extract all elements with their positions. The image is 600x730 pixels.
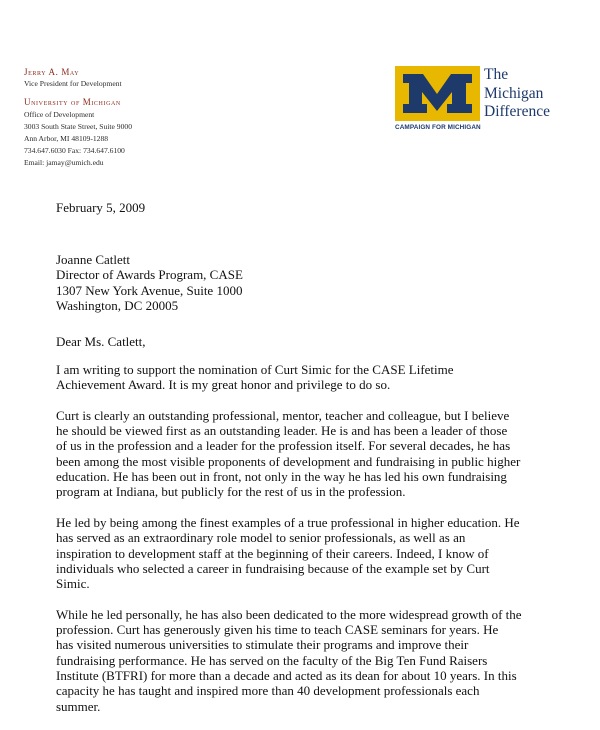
michigan-difference-logo bbox=[395, 66, 595, 136]
logo-line-1: The bbox=[484, 66, 509, 83]
body-paragraph bbox=[56, 515, 526, 591]
logo-wordmark bbox=[484, 66, 550, 122]
sender-phone-fax: 734.647.6030 Fax: 734.647.6100 bbox=[24, 146, 125, 156]
recipient-address bbox=[56, 252, 243, 313]
logo-line-2: Michigan bbox=[484, 84, 544, 102]
paragraph-line: fundraising performance. He has served on the faculty of the Big Ten Fund Raisers bbox=[56, 652, 488, 668]
paragraph-line: individuals who selected a career in fundraising because of the example set by Curt bbox=[56, 560, 490, 576]
paragraph-line: I am writing to support the nomination of Curt Simic for the CASE Lifetime bbox=[56, 362, 454, 377]
paragraph-line: profession. Curt has generously given his time to teach CASE seminars for years. He bbox=[56, 622, 499, 638]
logo-caption: CAMPAIGN FOR MICHIGAN bbox=[395, 124, 481, 131]
paragraph-line: Curt is clearly an outstanding professional, mentor, teacher and colleague, but I believe bbox=[56, 407, 510, 423]
paragraph-line: program at Indiana, but publicly for the rest of us in the profession. bbox=[56, 484, 406, 500]
sender-organization: University of Michigan bbox=[24, 97, 121, 108]
paragraph-line: capacity he has taught and inspired more than 40 development professionals each bbox=[56, 683, 480, 699]
letter-date: February 5, 2009 bbox=[56, 200, 146, 215]
recipient-street: 1307 New York Avenue, Suite 1000 bbox=[56, 282, 243, 298]
letterhead-sender bbox=[24, 66, 132, 170]
letter-body bbox=[56, 362, 526, 729]
paragraph-line: He led by being among the finest examples of a true professional in higher education. He bbox=[56, 514, 520, 530]
body-paragraph bbox=[56, 408, 526, 500]
sender-office: Office of Development bbox=[24, 109, 95, 119]
recipient-name: Joanne Catlett bbox=[56, 252, 131, 267]
sender-name: Jerry A. May bbox=[24, 67, 80, 77]
recipient-title: Director of Awards Program, CASE bbox=[56, 267, 243, 283]
paragraph-line: Simic. bbox=[56, 576, 90, 592]
block-m-logo-icon bbox=[395, 66, 480, 121]
paragraph-line: summer. bbox=[56, 698, 101, 714]
salutation: Dear Ms. Catlett, bbox=[56, 334, 146, 349]
sender-title: Vice President for Development bbox=[24, 79, 122, 89]
sender-email: Email: jamay@umich.edu bbox=[24, 158, 104, 168]
paragraph-line: has visited numerous universities to stimulate their programs and improve their bbox=[56, 637, 469, 653]
paragraph-line: of us in the profession and a leader for the profession itself. For several decades, he has bbox=[56, 438, 511, 454]
paragraph-line: has served as an extraordinary role model to senior professionals, as well as an bbox=[56, 530, 466, 546]
sender-street: 3003 South State Street, Suite 9000 bbox=[24, 121, 132, 131]
paragraph-line: inspiration to development staff at the beginning of their careers. Indeed, I know of bbox=[56, 545, 489, 561]
sender-city: Ann Arbor, MI 48109-1288 bbox=[24, 134, 109, 144]
paragraph-line: While he led personally, he has also been dedicated to the more widespread growth of the bbox=[56, 606, 522, 622]
paragraph-line: education. He has been out in front, not only in the way he has led his own fundraising bbox=[56, 469, 507, 485]
paragraph-line: he should be viewed first as an outstanding leader. He is and has been a leader of those bbox=[56, 423, 508, 439]
body-paragraph bbox=[56, 362, 526, 393]
paragraph-line: been among the most visible proponents of development and fundraising in public higher bbox=[56, 453, 521, 469]
logo-line-3: Difference bbox=[484, 103, 550, 120]
paragraph-line: Institute (BTFRI) for more than a decade and acted as its dean for about 10 years. In this bbox=[56, 667, 517, 683]
body-paragraph bbox=[56, 607, 526, 714]
paragraph-line: Achievement Award. It is my great honor and privilege to do so. bbox=[56, 377, 391, 393]
recipient-city: Washington, DC 20005 bbox=[56, 297, 179, 313]
